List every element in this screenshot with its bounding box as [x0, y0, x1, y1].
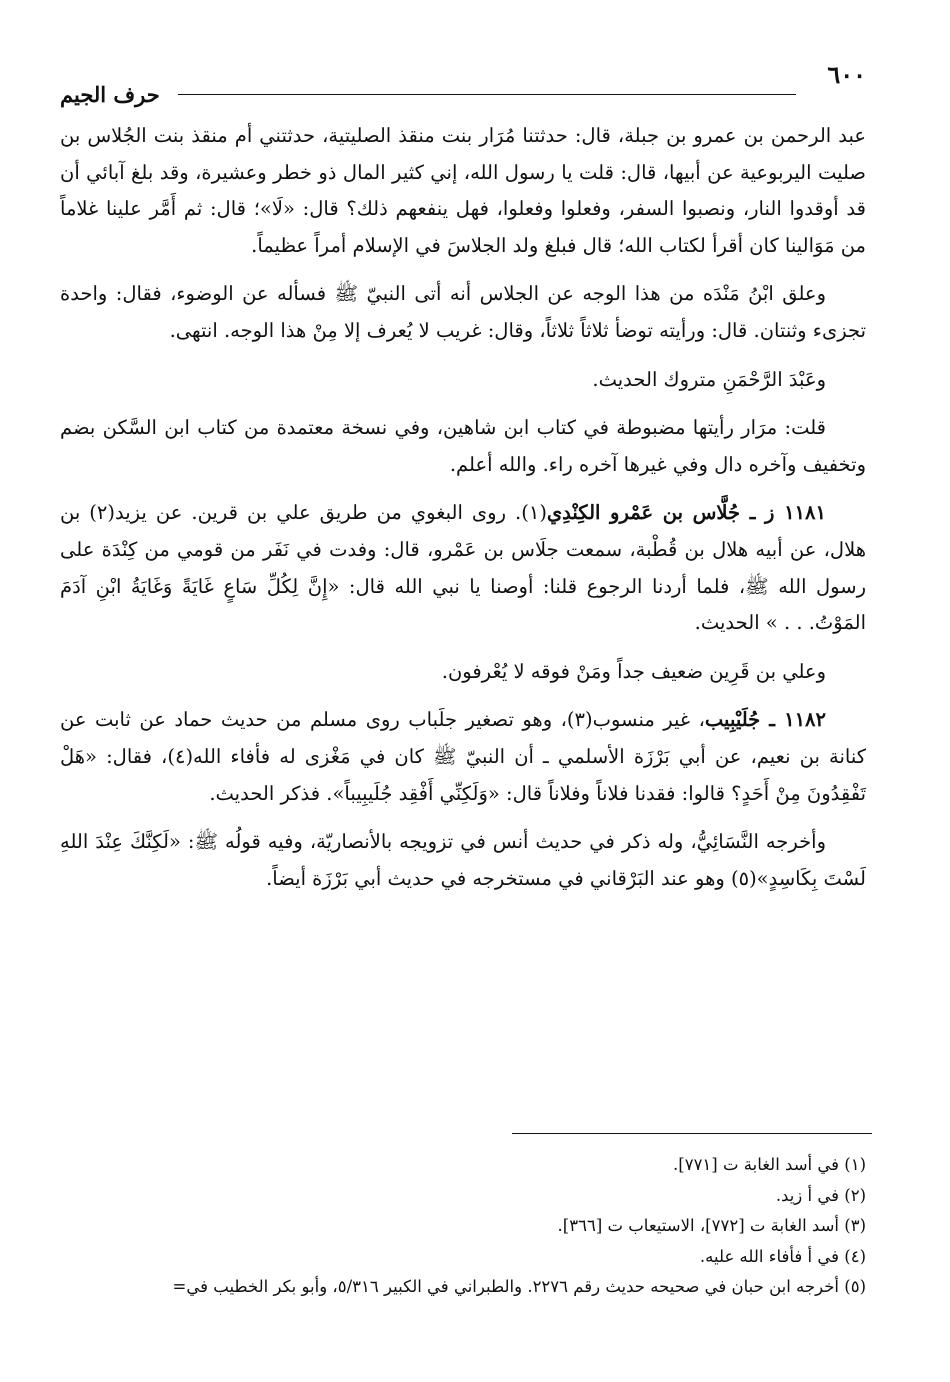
running-header — [60, 60, 866, 106]
paragraph-6: وعلي بن قَرِين ضعيف جداً ومَنْ فوقه لا يُعْرفون. — [441, 659, 826, 683]
footnote-2: (٢) في أ زيد. — [775, 1185, 866, 1205]
paragraph-2: وعلق ابْنُ مَنْدَه من هذا الوجه عن الجلاس أنه أتى النبيّ ﷺ فسأله عن الوضوء، فقال: واحدة تجزىء وثنتان. قال: ورأيته توضأ ثلاثاً ثلاثاً، وقال: غريب لا يُعرف إلا مِنْ هذا الوجه. انتهى. — [60, 282, 866, 342]
paragraph-8: وأخرجه النَّسَائِيُّ، وله ذكر في حديث أنس في تزويجه بالأنصاريّة، وفيه قولُه ﷺ: «لَكِنَّكَ عِنْدَ اللهِ لَسْتَ بِكَاسِدٍ»(٥) وهو عند البَرْقاني في مستخرجه في حديث أبي بَرْزَة أيضاً. — [60, 830, 866, 890]
entry-1181-text: (١). روى البغوي من طريق علي بن قرين. عن يزيد(٢) بن هلال، عن أبيه هلال بن قُطْبة، سمعت جلَاس بن عَمْرو، قال: وفدت في نَفَر من قومي من كِنْدَة على رسول الله ﷺ، فلما أردنا الرجوع قلنا: أوصنا يا نبي الله قال: «إِنَّ لِكُلِّ سَاعٍ غَايَةً وَغَايَةُ ابْنِ آدَمَ المَوْتُ. . . » الحديث. — [60, 501, 866, 635]
main-text — [60, 118, 866, 909]
entry-1182-heading: ١١٨٢ ـ جُلَيْبِيب — [704, 708, 826, 732]
chapter-title: حرف الجيم — [60, 82, 160, 107]
entry-1182-text: ، غير منسوب(٣)، وهو تصغير جلَباب روى مسلم من حديث حماد عن ثابت عن كنانة بن نعيم، عن أبي بَرْزَة الأسلمي ـ أن النبيّ ﷺ كان في مَغْزى له فأفاء الله(٤)، فقال: «هَلْ تَفْقِدُونَ مِنْ أَحَدٍ؟ قالوا: فقدنا فلاناً وفلاناً قال: «وَلَكِنِّي أَفْقِد جُلَيبِيباً». فذكر الحديث. — [60, 708, 866, 805]
paragraph-3: وعَبْدَ الرَّحْمَنِ متروك الحديث. — [592, 367, 826, 391]
paragraph-1: عبد الرحمن بن عمرو بن جبلة، قال: حدثتنا مُرَار بنت منقذ الصليتية، حدثتني أم منقذ بنت الجُلاس بن صليت اليربوعية عن أبيها، قال: قلت يا رسول الله، إني كثير المال ذو خطر وعشيرة، وقد بلغ آبائي أن قد أوقدوا النار، ونصبوا السفر، وفعلوا وفعلوا، فهل ينفعهم ذلك؟ قال: «لَا»؛ قال: ثم أَمَّر علينا غلاماً من مَوَالينا كان أقرأ لكتاب الله؛ قال فبلغ ولد الجلاسَ في الإسلام أمراً عظيماً. — [60, 124, 866, 257]
header-rule — [178, 94, 796, 95]
footnote-3: (٣) أسد الغابة ت [٧٧٢]، الاستيعاب ت [٣٦٦]. — [557, 1216, 866, 1235]
page-number: ٦٠٠ — [827, 60, 866, 89]
footnote-1: (١) في أسد الغابة ت [٧٧١]. — [673, 1155, 866, 1174]
footnotes — [60, 1150, 866, 1303]
entry-1181-heading: ١١٨١ ز ـ جُلَّاس بن عَمْرو الكِنْدِي — [546, 501, 826, 525]
footnote-rule — [512, 1133, 872, 1134]
footnote-4: (٤) في أ فأفاء الله عليه. — [699, 1246, 866, 1266]
paragraph-4: قلت: مرَار رأيتها مضبوطة في كتاب ابن شاهين، وفي نسخة معتمدة من كتاب ابن السَّكن بضم وتخفيف وآخره دال وفي غيرها آخره راء. والله أعلم. — [60, 416, 866, 476]
entry-1181 — [60, 495, 866, 641]
footnote-5: (٥) أخرجه ابن حبان في صحيحه حديث رقم ٢٢٧٦. والطبراني في الكبير ٥/٣١٦، وأبو بكر الخطيب في= — [172, 1277, 866, 1296]
entry-1182 — [60, 702, 866, 812]
